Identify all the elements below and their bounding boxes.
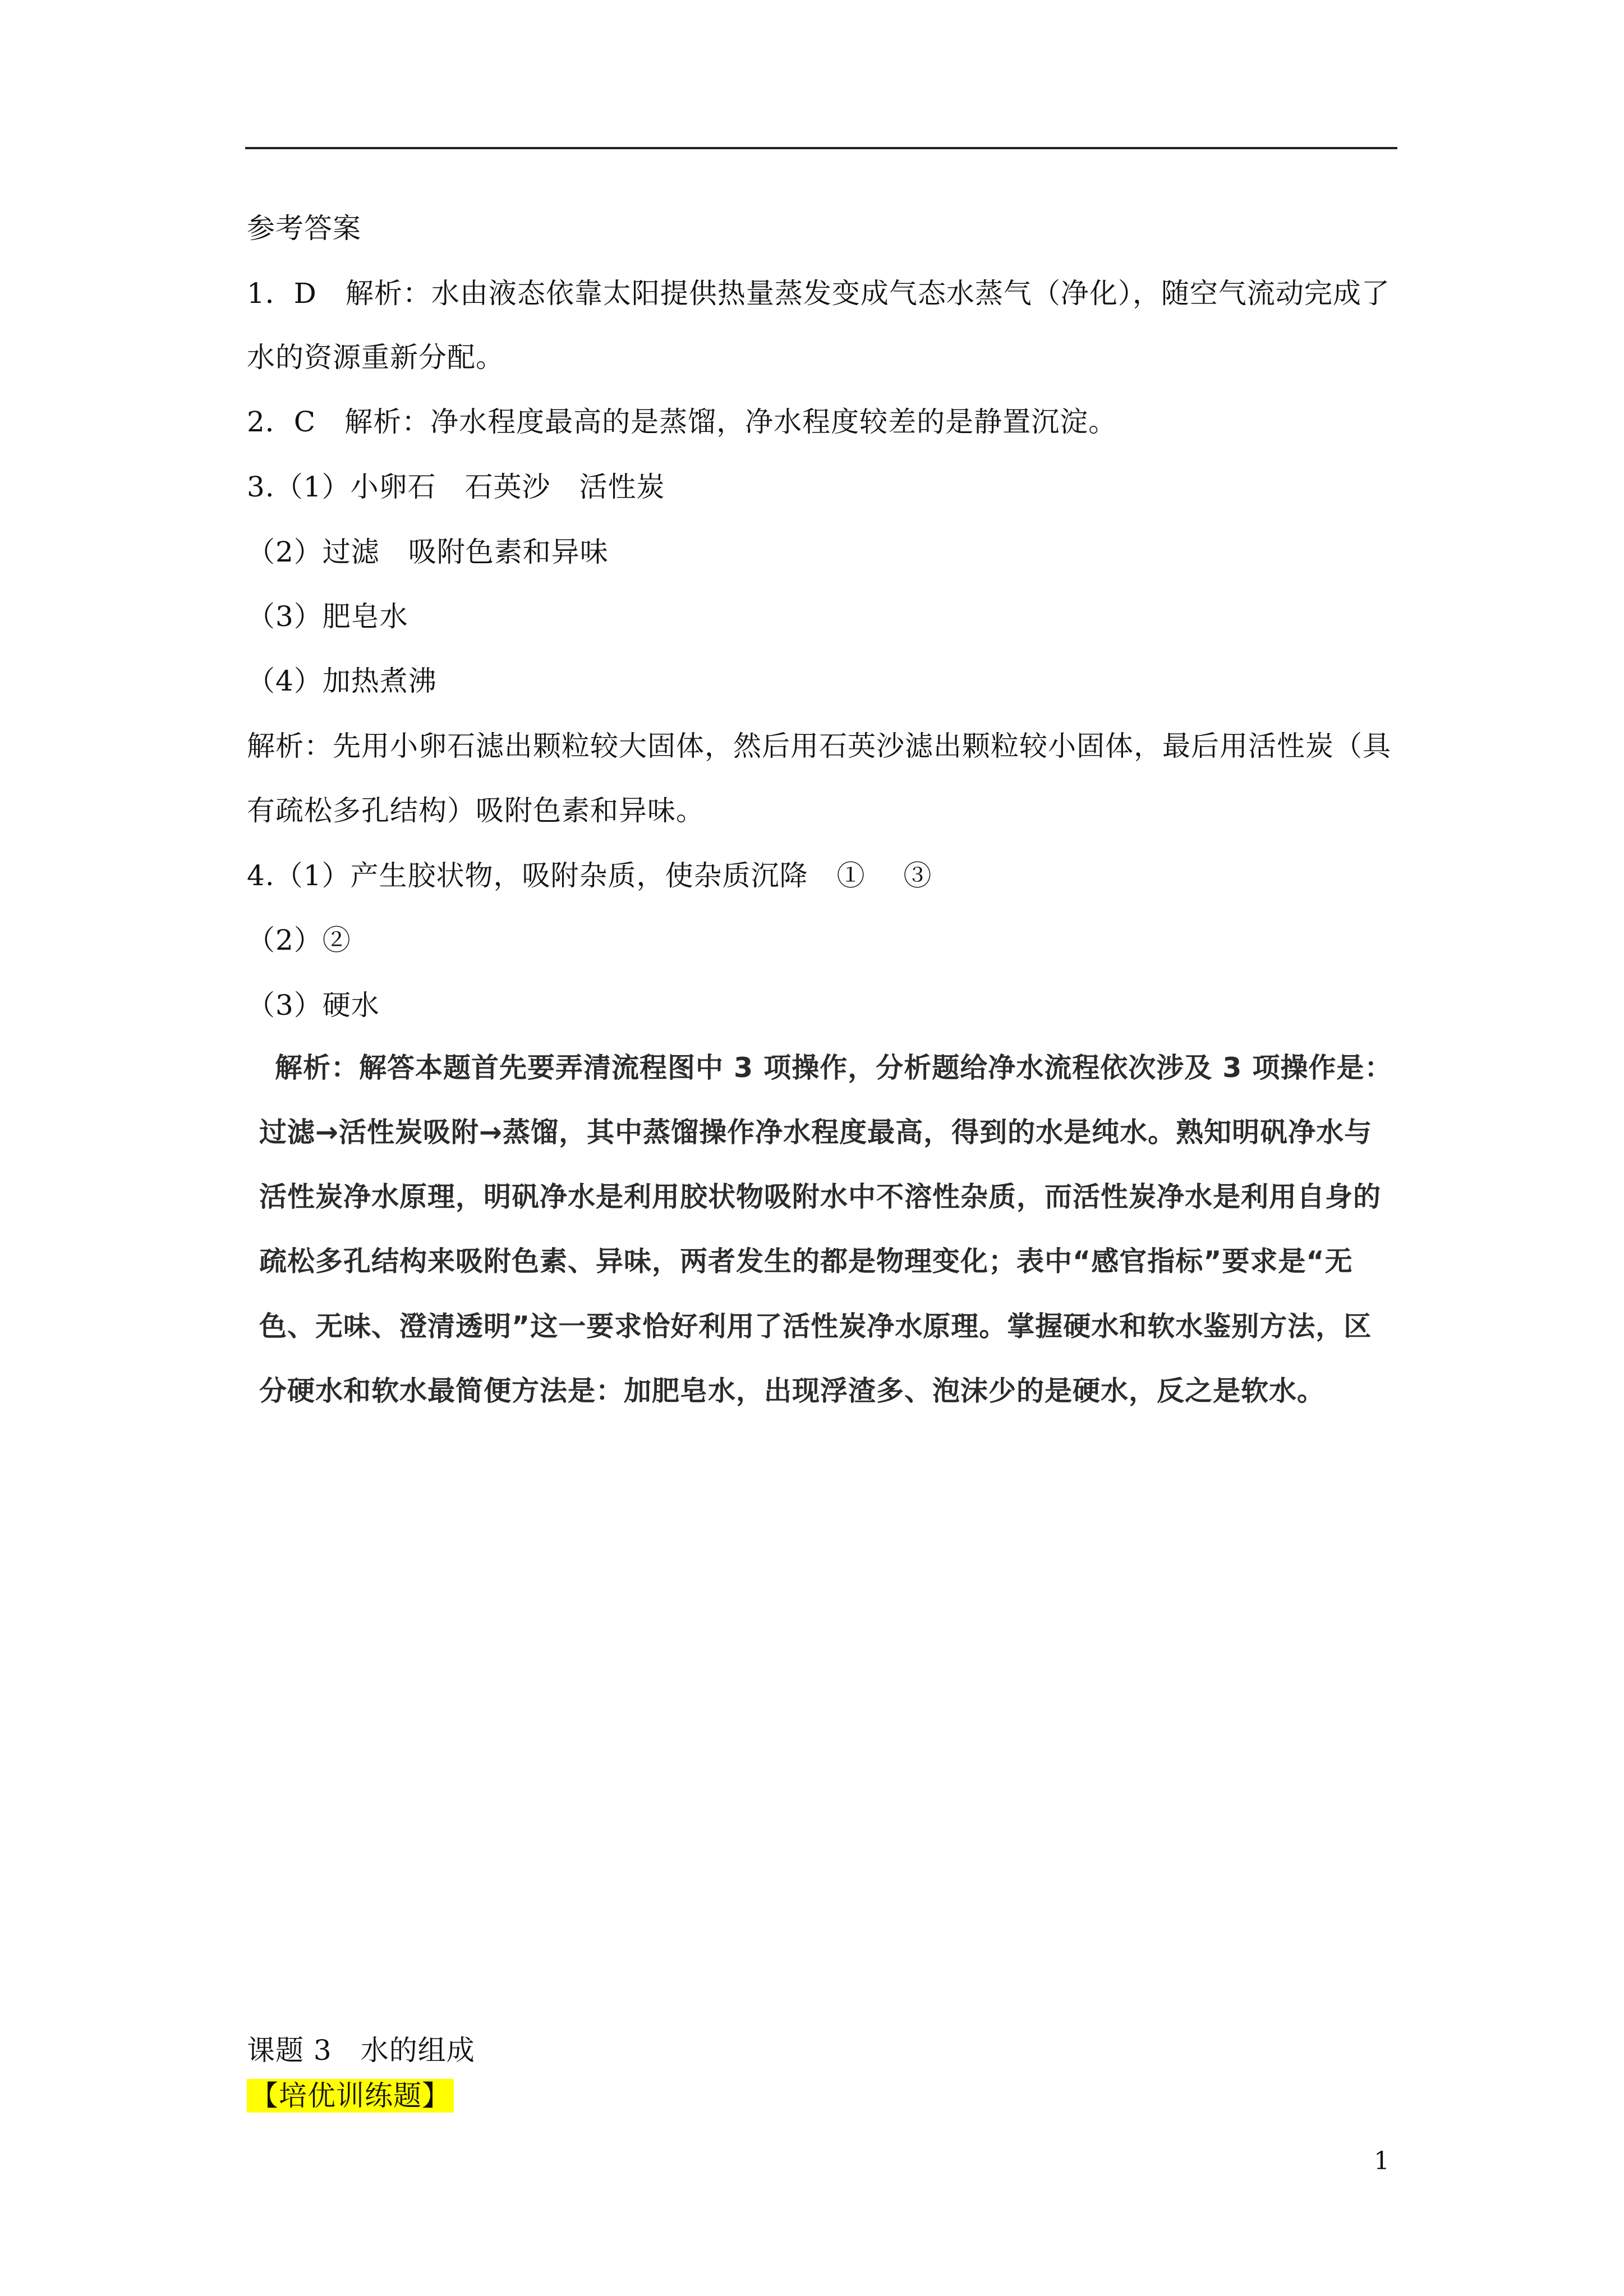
scanned-line-2: 过滤→活性炭吸附→蒸馏，其中蒸馏操作净水程度最高，得到的水是纯水。熟知明矾净水与 xyxy=(259,1116,1373,1148)
answer-line-7: （4）加热煮沸 xyxy=(247,665,437,697)
answer-line-1: 1．D 解析：水由液态依靠太阳提供热量蒸发变成气态水蒸气（净化），随空气流动完成了 xyxy=(247,277,1390,310)
section-badge-wrapper xyxy=(247,2079,454,2113)
answer-line-2: 水的资源重新分配。 xyxy=(247,341,504,374)
answer-line-11: （2）② xyxy=(247,924,351,956)
page-number: 1 xyxy=(1374,2147,1390,2175)
answer-line-8: 解析：先用小卵石滤出颗粒较大固体，然后用石英沙滤出颗粒较小固体，最后用活性炭（具 xyxy=(247,730,1391,762)
scanned-line-3: 活性炭净水原理，明矾净水是利用胶状物吸附水中不溶性杂质，而活性炭净水是利用自身的 xyxy=(259,1181,1382,1213)
scanned-line-5: 色、无味、澄清透明”这一要求恰好利用了活性炭净水原理。掌握硬水和软水鉴别方法，区 xyxy=(259,1310,1372,1342)
scanned-line-6: 分硬水和软水最简便方法是：加肥皂水，出现浮渣多、泡沫少的是硬水，反之是软水。 xyxy=(259,1375,1326,1407)
answer-line-6: （3）肥皂水 xyxy=(247,600,408,633)
answer-line-5: （2）过滤 吸附色素和异味 xyxy=(247,536,609,568)
section-title: 课题 3 水的组成 xyxy=(247,2034,475,2067)
scanned-line-1: 解析：解答本题首先要弄清流程图中 3 项操作，分析题给净水流程依次涉及 3 项操作是： xyxy=(275,1052,1393,1084)
scanned-line-4: 疏松多孔结构来吸附色素、异味，两者发生的都是物理变化；表中“感官指标”要求是“无 xyxy=(259,1245,1353,1277)
section-badge: 【培优训练题】 xyxy=(247,2079,454,2113)
answer-line-12: （3）硬水 xyxy=(247,989,380,1022)
header-rule xyxy=(245,147,1397,149)
answer-line-3: 2．C 解析：净水程度最高的是蒸馏，净水程度较差的是静置沉淀。 xyxy=(247,406,1117,438)
answer-line-4: 3.（1）小卵石 石英沙 活性炭 xyxy=(247,471,665,503)
answers-heading: 参考答案 xyxy=(247,212,361,245)
answer-line-10: 4.（1）产生胶状物，吸附杂质，使杂质沉降 ① ③ xyxy=(247,859,932,892)
answer-line-9: 有疏松多孔结构）吸附色素和异味。 xyxy=(247,794,705,827)
